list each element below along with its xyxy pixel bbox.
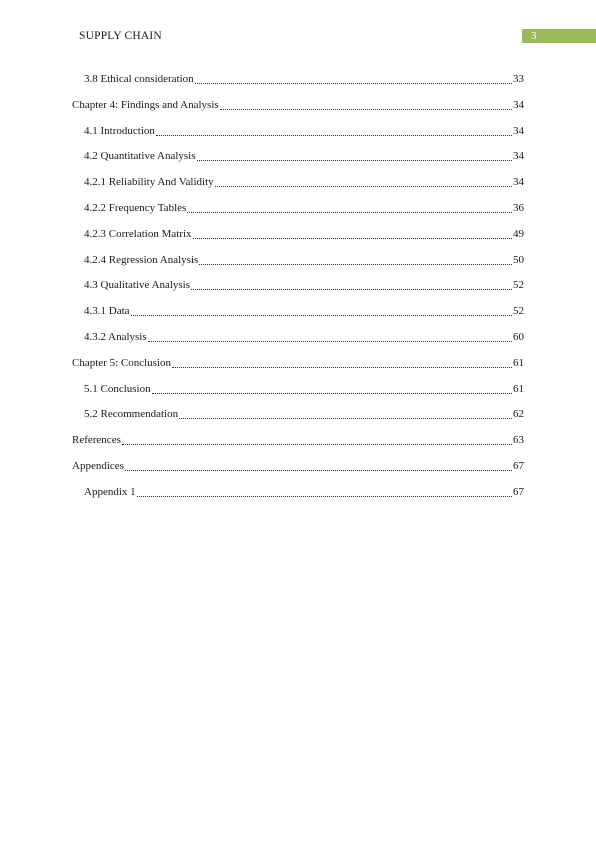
toc-dot-leader (195, 83, 512, 84)
toc-entry-label: References (72, 434, 121, 447)
toc-entry-label: 4.2.4 Regression Analysis (84, 253, 199, 266)
toc-entry[interactable] (84, 175, 524, 189)
toc-entry-page-number: 36 (513, 202, 524, 214)
toc-entry-page-number: 67 (513, 485, 524, 498)
toc-entry-label: 5.2 Recommendation (84, 408, 179, 421)
toc-entry[interactable] (84, 124, 524, 138)
toc-entry-label: Appendices (72, 460, 124, 472)
toc-entry[interactable] (84, 227, 524, 241)
toc-entry-label: 4.2.3 Correlation Matrix (84, 227, 192, 240)
toc-entry-label: Chapter 4: Findings and Analysis (72, 98, 219, 111)
page-number-badge: 3 (522, 29, 596, 43)
toc-dot-leader (215, 186, 512, 187)
toc-dot-leader (125, 470, 512, 471)
toc-entry-page-number: 63 (513, 434, 524, 447)
toc-entry[interactable] (84, 407, 524, 421)
toc-entry[interactable] (84, 72, 524, 86)
toc-entry-label: 4.3 Qualitative Analysis (84, 279, 191, 292)
toc-entry[interactable] (84, 149, 524, 163)
header-title: SUPPLY CHAIN (79, 30, 162, 42)
toc-entry-label: 4.3.1 Data (84, 305, 130, 318)
toc-dot-leader (193, 238, 512, 239)
toc-entry[interactable] (84, 485, 524, 499)
toc-entry-label: 3.8 Ethical consideration (84, 73, 194, 85)
toc-entry[interactable] (84, 278, 524, 292)
toc-dot-leader (179, 418, 512, 419)
toc-entry-page-number: 33 (513, 73, 524, 85)
toc-entry[interactable] (84, 201, 524, 215)
toc-entry-page-number: 61 (513, 356, 524, 369)
toc-entry-page-number: 52 (513, 279, 524, 292)
toc-entry[interactable] (84, 382, 524, 396)
toc-dot-leader (122, 444, 512, 445)
toc-entry-label: Appendix 1 (84, 485, 136, 498)
toc-dot-leader (156, 135, 512, 136)
toc-entry-page-number: 49 (513, 227, 524, 240)
toc-entry-page-number: 52 (513, 305, 524, 318)
toc-dot-leader (197, 160, 512, 161)
toc-entry[interactable] (72, 459, 524, 473)
toc-entry-page-number: 34 (513, 150, 524, 163)
toc-dot-leader (172, 367, 512, 368)
toc-entry-page-number: 50 (513, 253, 524, 266)
toc-dot-leader (220, 109, 512, 110)
toc-entry-page-number: 60 (513, 331, 524, 343)
toc-entry[interactable] (72, 356, 524, 370)
toc-entry[interactable] (84, 304, 524, 318)
toc-entry-label: 4.3.2 Analysis (84, 331, 147, 343)
toc-entry[interactable] (72, 433, 524, 447)
toc-entry[interactable] (84, 253, 524, 267)
toc-entry-label: Chapter 5: Conclusion (72, 356, 171, 369)
toc-entry-page-number: 34 (513, 124, 524, 137)
toc-entry-page-number: 67 (513, 460, 524, 472)
toc-entry-page-number: 34 (513, 98, 524, 111)
toc-entry-label: 4.2.1 Reliability And Validity (84, 176, 214, 189)
toc-dot-leader (148, 341, 512, 342)
toc-entry-label: 5.1 Conclusion (84, 382, 151, 395)
toc-entry-page-number: 34 (513, 176, 524, 189)
toc-dot-leader (191, 289, 512, 290)
toc-entry[interactable] (72, 98, 524, 112)
toc-entry-label: 4.2 Quantitative Analysis (84, 150, 196, 163)
toc-dot-leader (152, 393, 512, 394)
toc-dot-leader (137, 496, 512, 497)
toc-entry-page-number: 61 (513, 382, 524, 395)
toc-dot-leader (199, 264, 512, 265)
toc-entry-page-number: 62 (513, 408, 524, 421)
toc-entry[interactable] (84, 330, 524, 344)
toc-entry-label: 4.2.2 Frequency Tables (84, 202, 187, 214)
toc-dot-leader (187, 212, 512, 213)
toc-entry-label: 4.1 Introduction (84, 124, 155, 137)
toc-dot-leader (131, 315, 512, 316)
